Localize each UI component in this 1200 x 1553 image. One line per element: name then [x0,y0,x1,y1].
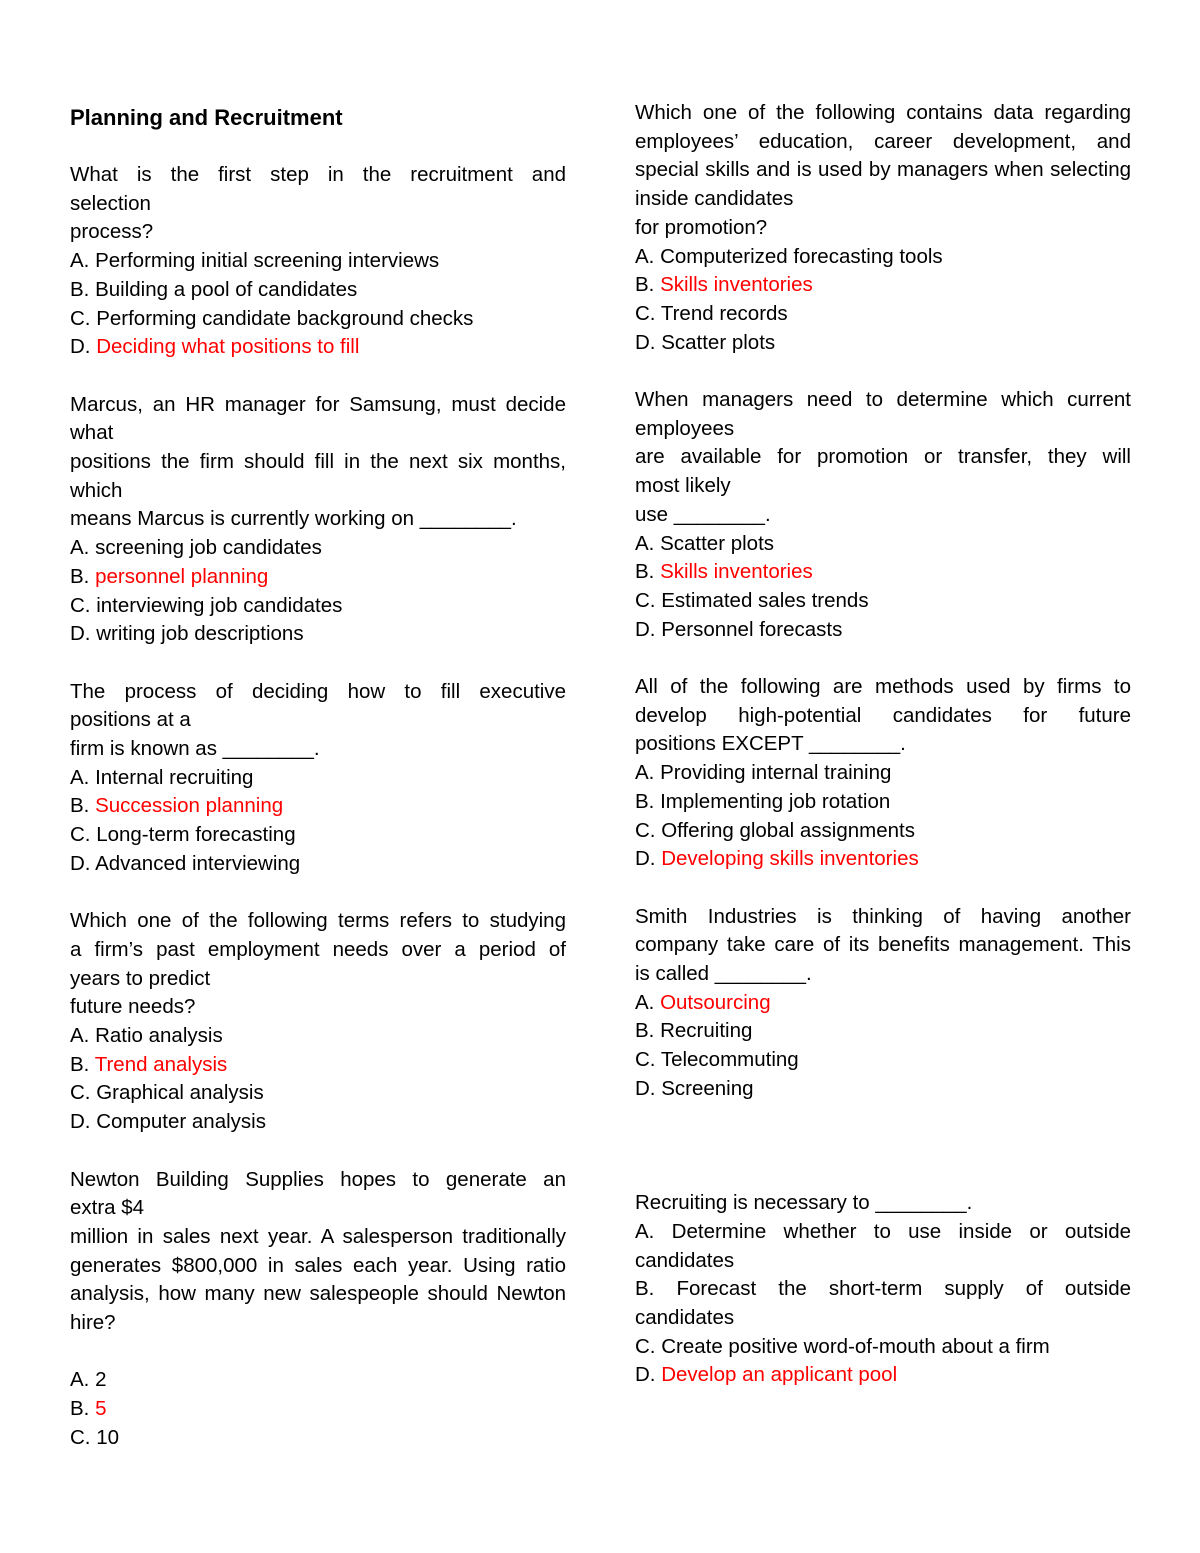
question-text: hire? [70,1311,116,1335]
question-text: positions at a [70,708,191,732]
option-a-cont: candidates [635,1248,735,1272]
question-text: analysis, how many new salespeople should Newton [70,1282,566,1306]
question-text: a firm’s past employment needs over a period of [70,937,566,961]
question-text: Which one of the following terms refers to studying [70,909,566,933]
question-text: The process of deciding how to fill executive [70,679,566,703]
option-c: C. Create positive word-of-mouth about a firm [635,1334,1050,1358]
option-d: D. Screening [635,1076,754,1100]
question-text: positions EXCEPT ________. [635,732,906,756]
left-column [70,99,566,1481]
question-text: extra $4 [70,1196,145,1220]
option-a: A. Providing internal training [635,761,892,785]
question-text: is called ________. [635,962,812,986]
option-b: B. Implementing job rotation [635,789,891,813]
question-2 [70,391,566,649]
option-c: C. Long-term forecasting [70,823,296,847]
question-10 [635,1189,1131,1390]
question-text: future needs? [70,995,196,1019]
option-a: A. Internal recruiting [70,765,254,789]
option-d-correct: D. Deciding what positions to fill [70,335,360,359]
question-text: positions the firm should fill in the next six months, [70,450,566,474]
option-a: A. screening job candidates [70,536,322,560]
option-c: C. Performing candidate background checks [70,306,474,330]
option-a: A. Ratio analysis [70,1024,223,1048]
option-c: C. Telecommuting [635,1048,799,1072]
page-title: Planning and Recruitment [70,105,343,130]
question-text: Recruiting is necessary to ________. [635,1191,973,1215]
question-text: What is the first step in the recruitment and [70,163,566,186]
question-7 [635,386,1131,644]
option-d: D. Computer analysis [70,1110,266,1134]
question-4 [70,907,566,1137]
option-b-correct: B. Skills inventories [635,273,813,297]
question-3 [70,678,566,879]
question-text: special skills and is used by managers when selecting [635,158,1131,182]
option-a: A. Computerized forecasting tools [635,244,943,268]
option-a: A. Scatter plots [635,531,775,555]
question-text: employees [635,416,735,440]
option-b-correct: B. Skills inventories [635,560,813,584]
question-text: develop high-potential candidates for future [635,703,1131,727]
question-text: means Marcus is currently working on ________. [70,507,517,531]
question-text: most likely [635,474,731,498]
correct-answer: Develop an applicant pool [661,1363,898,1387]
option-b: B. Forecast the short-term supply of outside [635,1277,1131,1301]
correct-answer: Skills inventories [660,273,813,297]
option-b-correct: B. Succession planning [70,794,284,818]
question-1 [70,161,566,362]
question-9 [635,903,1131,1104]
option-a: A. Determine whether to use inside or outside [635,1219,1131,1243]
option-c: C. 10 [70,1425,120,1449]
correct-answer: Succession planning [95,794,284,818]
option-c: C. Offering global assignments [635,818,915,842]
question-text: what [70,421,114,445]
option-d: D. Scatter plots [635,330,776,354]
option-c: C. interviewing job candidates [70,593,343,617]
option-b: B. Recruiting [635,1019,753,1043]
question-text: All of the following are methods used by firms to [635,675,1131,699]
question-5 [70,1166,566,1453]
correct-answer: personnel planning [95,564,269,588]
right-column [635,99,1131,1419]
option-b: B. Building a pool of candidates [70,277,358,301]
option-a: A. Performing initial screening interviews [70,249,440,273]
option-b-cont: candidates [635,1306,735,1330]
question-text: which [70,478,123,502]
correct-answer: 5 [95,1397,107,1421]
question-text: Newton Building Supplies hopes to generate an [70,1167,566,1191]
correct-answer: Developing skills inventories [661,847,919,871]
question-text: Marcus, an HR manager for Samsung, must decide [70,392,566,416]
option-d: D. Personnel forecasts [635,617,843,641]
question-text: for promotion? [635,215,768,239]
option-c: C. Estimated sales trends [635,588,869,612]
option-d: D. writing job descriptions [70,622,304,646]
correct-answer: Skills inventories [660,560,813,584]
question-text: million in sales next year. A salesperson traditionally [70,1224,566,1248]
option-d-correct: D. Developing skills inventories [635,847,919,871]
option-b-correct: B. 5 [70,1397,107,1421]
question-text: selection [70,191,151,215]
option-a-correct: A. Outsourcing [635,990,771,1014]
question-8 [635,673,1131,874]
option-a: A. 2 [70,1368,107,1392]
correct-answer: Deciding what positions to fill [96,335,360,359]
correct-answer: Outsourcing [660,990,771,1014]
question-text: company take care of its benefits management. This [635,933,1131,957]
option-d-correct: D. Develop an applicant pool [635,1363,898,1387]
option-c: C. Graphical analysis [70,1081,264,1105]
question-6 [635,99,1131,357]
question-text: generates $800,000 in sales each year. Using ratio [70,1253,566,1277]
option-b-correct: B. Trend analysis [70,1052,228,1076]
question-text: firm is known as ________. [70,737,320,761]
question-text: When managers need to determine which current [635,388,1131,412]
question-text: are available for promotion or transfer, they will [635,445,1131,469]
option-d: D. Advanced interviewing [70,851,301,875]
question-text: use ________. [635,502,771,526]
option-c: C. Trend records [635,301,788,325]
spacer [635,1132,1131,1189]
option-b-correct: B. personnel planning [70,564,269,588]
question-text: inside candidates [635,187,794,211]
question-text: Smith Industries is thinking of having another [635,904,1131,928]
correct-answer: Trend analysis [94,1052,228,1076]
question-text: years to predict [70,966,211,990]
question-text: employees’ education, career development, and [635,129,1131,153]
question-text: Which one of the following contains data regarding [635,101,1131,124]
question-text: process? [70,220,154,244]
